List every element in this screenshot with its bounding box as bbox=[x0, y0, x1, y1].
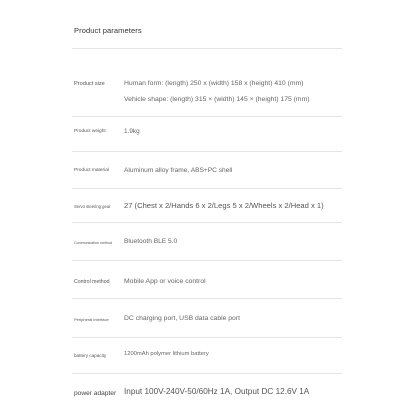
param-value-human-form: Human form: (length) 250 x (width) 158 x (height) 410 (mm) bbox=[124, 80, 304, 87]
param-label-power-adapter: power adapter bbox=[74, 390, 117, 397]
param-label-peripheral-interface: Peripheral interface bbox=[74, 317, 109, 322]
param-value-peripheral-interface: DC charging port, USB data cable port bbox=[124, 315, 240, 322]
divider bbox=[72, 188, 342, 189]
divider bbox=[72, 260, 342, 261]
divider bbox=[72, 222, 342, 223]
divider bbox=[72, 151, 342, 152]
param-label-control-method: Control method bbox=[74, 279, 110, 285]
divider bbox=[72, 337, 342, 338]
param-label-product-size: Product size bbox=[74, 81, 105, 87]
param-value-vehicle-shape: Vehicle shape: (length) 315 × (width) 145 × (height) 175 (mm) bbox=[124, 96, 310, 103]
divider bbox=[72, 298, 342, 299]
page-title: Product parameters bbox=[74, 26, 142, 35]
param-value-product-material: Aluminum alloy frame, ABS+PC shell bbox=[124, 167, 233, 174]
param-label-product-weight: Product weight bbox=[74, 129, 106, 134]
param-label-servo-steering-gear: Servo steering gear bbox=[74, 204, 111, 209]
param-value-communication-method: Bluetooth BLE 5.0 bbox=[124, 238, 178, 245]
param-value-product-weight: 1.9kg bbox=[124, 128, 140, 135]
divider bbox=[72, 116, 342, 117]
param-label-product-material: Product material bbox=[74, 168, 109, 173]
param-value-control-method: Mobile App or voice control bbox=[124, 278, 206, 285]
param-value-servo-steering-gear: 27 (Chest x 2/Hands 6 x 2/Legs 5 x 2/Wheels x 2/Head x 1) bbox=[124, 201, 324, 210]
param-label-battery-capacity: battery capacity bbox=[74, 353, 107, 358]
param-value-power-adapter: Input 100V-240V-50/60Hz 1A, Output DC 12.6V 1A bbox=[124, 387, 310, 396]
divider bbox=[72, 48, 342, 49]
divider bbox=[72, 373, 342, 374]
param-value-battery-capacity: 1200mAh polymer lithium battery bbox=[124, 351, 209, 357]
param-label-communication-method: Communication method bbox=[74, 241, 112, 245]
